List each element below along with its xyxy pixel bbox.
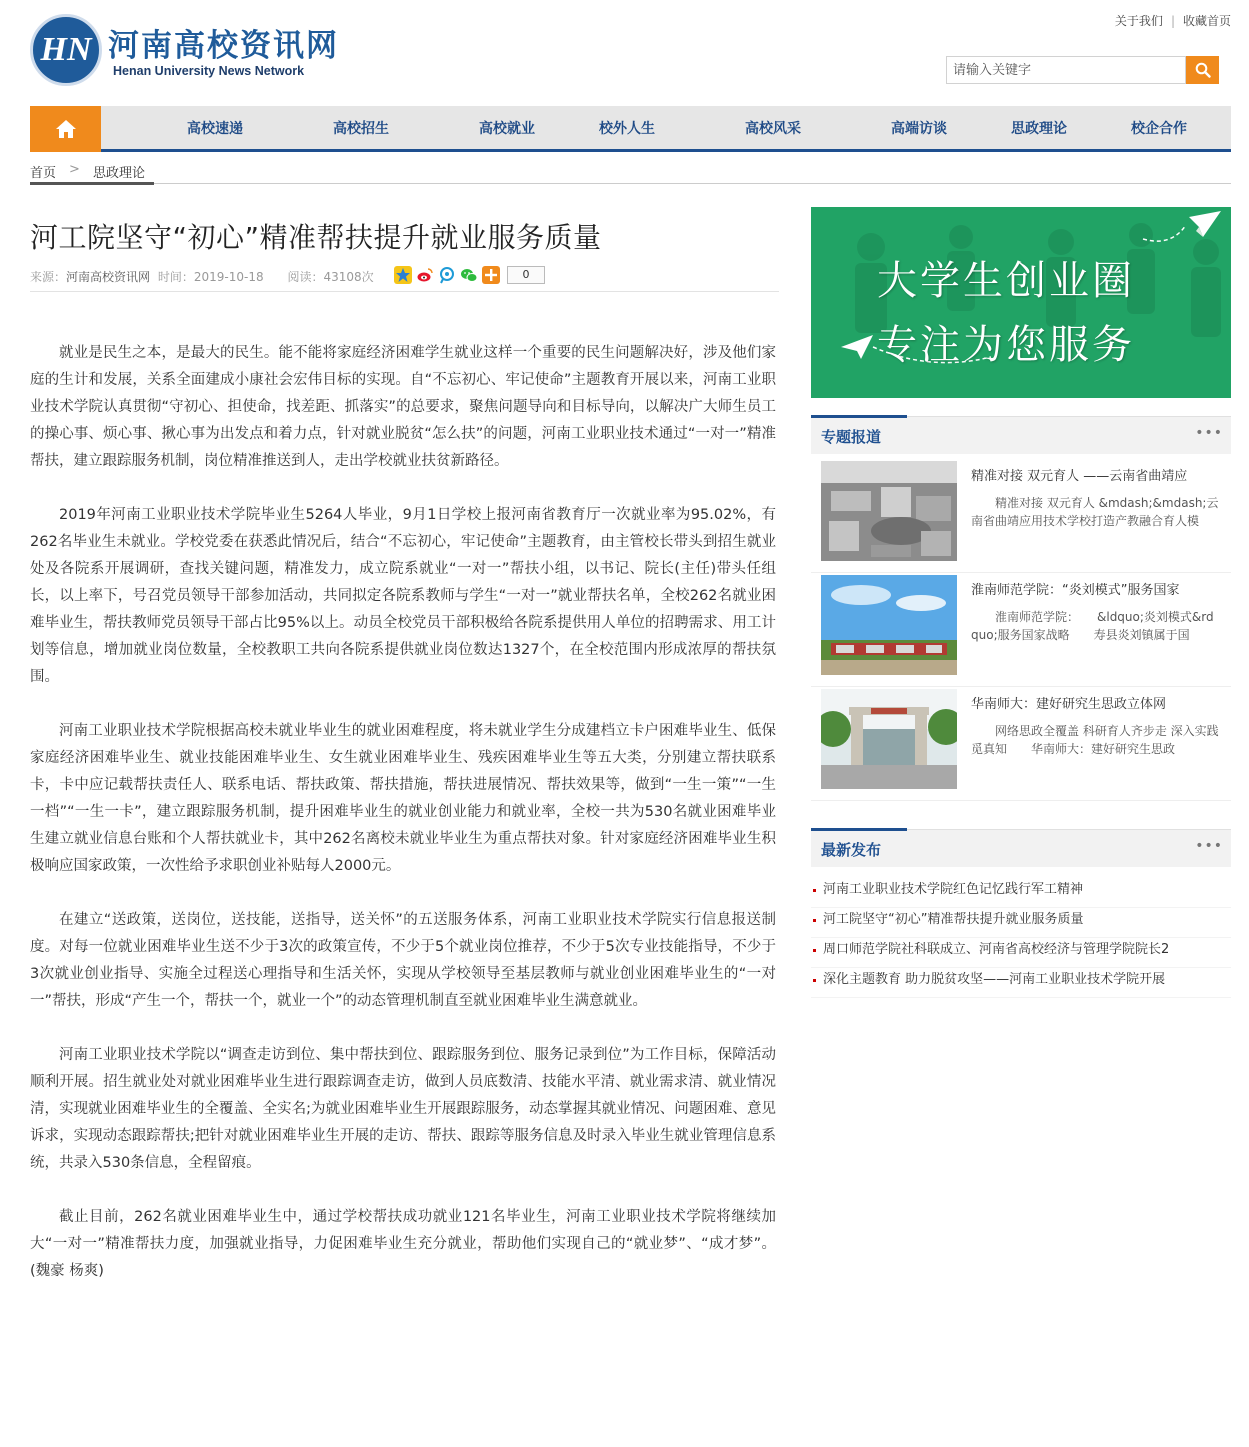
latest-item[interactable]: 河南工业职业技术学院红色记忆践行军工精神 (811, 878, 1231, 908)
article-time: 2019-10-18 (193, 270, 264, 284)
latest-header (811, 829, 1231, 867)
site-name-cn: 河南高校资讯网 (108, 28, 339, 64)
article-reads: 43108次 (323, 270, 374, 284)
main-nav (30, 106, 1231, 152)
nav-item-interview[interactable]: 高端访谈 (891, 121, 947, 137)
breadcrumb-current[interactable]: 思政理论 (93, 166, 146, 181)
about-link[interactable]: 关于我们 (1114, 14, 1163, 28)
latest-more-button[interactable]: ••• (1195, 838, 1223, 854)
entrepreneurship-banner[interactable] (811, 207, 1231, 398)
wechat-icon[interactable] (460, 266, 478, 284)
latest-header-bar (811, 828, 907, 831)
article-source[interactable]: 河南高校资讯网 (66, 270, 151, 284)
breadcrumb (30, 158, 1231, 184)
site-logo[interactable] (30, 14, 339, 90)
site-name-en: Henan University News Network (113, 64, 305, 78)
banner-line1: 大学生创业圈 (877, 258, 1135, 304)
nav-item-employment[interactable]: 高校就业 (479, 121, 535, 137)
nav-item-admission[interactable]: 高校招生 (333, 121, 389, 137)
source-label: 来源： (30, 270, 67, 284)
tencent-weibo-icon[interactable] (438, 266, 456, 284)
qzone-icon[interactable] (394, 266, 412, 284)
latest-heading: 最新发布 (821, 841, 882, 859)
latest-list (811, 878, 1231, 998)
banner-line2: 专注为您服务 (877, 322, 1135, 368)
nav-item-campus[interactable]: 高校风采 (745, 121, 801, 137)
topic-title[interactable]: 华南师大：建好研究生思政立体网 (971, 697, 1167, 712)
top-links-separator: | (1170, 14, 1175, 28)
topics-header-bar (811, 415, 907, 418)
article-body (30, 340, 776, 1312)
topics-header (811, 416, 1231, 454)
article-paragraph: 在建立“送政策，送岗位，送技能，送指导，送关怀”的五送服务体系，河南工业职业技术学院实行信息报送制度。对每一位就业困难毕业生送不少于3次的政策宣传，不少于5个就业岗位推荐，不少于5次专业技能指导，不少于3次就业创业指导、实施全过程送心理指导和生活关怀，实现从学校领导至基层教师与就业创业困难毕业生的“一对一”帮扶，形成“产生一个，帮扶一个，就业一个”的动态管理机制直至就业困难毕业生满意就业。 (30, 912, 776, 1009)
topic-thumbnail[interactable] (821, 689, 957, 789)
topic-item[interactable] (811, 461, 1231, 573)
article-meta (30, 268, 374, 285)
topic-item[interactable] (811, 689, 1231, 801)
breadcrumb-separator: > (69, 162, 80, 177)
search-input[interactable] (946, 56, 1186, 84)
search-box (946, 56, 1219, 84)
article-paragraph: 就业是民生之本，是最大的民生。能不能将家庭经济困难学生就业这样一个重要的民生问题解决好，涉及他们家庭的生计和发展，关系全面建成小康社会宏伟目标的实现。自“不忘初心、牢记使命”主题教育开展以来，河南工业职业技术学院认真贯彻“守初心、担使命，找差距、抓落实”的总要求，聚焦问题导向和目标导向，以解决广大师生员工的操心事、烦心事、揪心事为出发点和着力点，针对就业脱贫“怎么扶”的问题，河南工业职业技术通过“一对一”精准帮扶，建立跟踪服务机制，岗位精准推送到人，走出学校就业扶贫新路径。 (30, 345, 776, 469)
topic-title[interactable]: 淮南师范学院：“炎刘模式”服务国家 (971, 583, 1180, 598)
time-label: 时间： (157, 270, 194, 284)
search-button[interactable] (1186, 56, 1219, 84)
nav-item-cooperation[interactable]: 校企合作 (1131, 121, 1187, 137)
meta-divider (30, 291, 779, 292)
more-share-icon[interactable] (482, 266, 500, 284)
breadcrumb-home[interactable]: 首页 (30, 166, 57, 181)
top-links (1115, 12, 1231, 29)
topic-summary: 淮南师范学院： &ldquo;炎刘模式&rdquo;服务国家战略 寿县炎刘镇属于国 (971, 610, 1214, 642)
home-icon (55, 119, 77, 139)
topic-summary: 网络思政全覆盖 科研育人齐步走 深入实践觅真知 华南师大：建好研究生思政 (971, 724, 1219, 756)
article-paragraph: 2019年河南工业职业技术学院毕业生5264人毕业，9月1日学校上报河南省教育厅一次就业率为95.02%，有262名毕业生未就业。学校党委在获悉此情况后，结合“不忘初心，牢记使命”主题教育，由主管校长带头到招生就业处及各院系开展调研，查找关键问题，精准发力，成立院系就业“一对一”帮扶小组，以书记、院长(主任)带头任组长，以上率下，号召党员领导干部参加活动，共同拟定各院系教师与学生“一对一”就业帮扶名单，全校262名就业困难毕业生，帮扶教师党员领导干部占比95%以上。动员全校党员干部积极给各院系提供用人单位的招聘需求、用工计划等信息，增加就业岗位数量，全校教职工共向各院系提供就业岗位数达1327个，在全校范围内形成浓厚的帮扶氛围。 (30, 507, 776, 685)
nav-home-button[interactable] (30, 106, 101, 152)
breadcrumb-underline (30, 182, 154, 185)
logo-mark: HN (30, 14, 102, 86)
nav-item-express[interactable]: 高校速递 (187, 121, 243, 137)
share-bar (394, 266, 545, 284)
topic-thumbnail[interactable] (821, 575, 957, 675)
search-icon (1195, 62, 1211, 78)
topic-summary: 精准对接 双元育人 &mdash;&mdash;云南省曲靖应用技术学校打造产教融合育人模 (971, 496, 1219, 528)
topics-more-button[interactable]: ••• (1195, 425, 1223, 441)
article-title: 河工院坚守“初心”精准帮扶提升就业服务质量 (30, 221, 602, 254)
nav-item-life[interactable]: 校外人生 (599, 121, 655, 137)
latest-item[interactable]: 河工院坚守“初心”精准帮扶提升就业服务质量 (811, 908, 1231, 938)
favorite-link[interactable]: 收藏首页 (1182, 14, 1231, 28)
topic-item[interactable] (811, 575, 1231, 687)
share-count: 0 (507, 266, 545, 284)
article-paragraph: 河南工业职业技术学院根据高校未就业毕业生的就业困难程度，将未就业学生分成建档立卡户困难毕业生、低保家庭经济困难毕业生、就业技能困难毕业生、女生就业困难毕业生、残疾困难毕业生等五大类，分别建立帮扶联系卡，卡中应记载帮扶责任人、联系电话、帮扶政策、帮扶措施，帮扶进展情况、帮扶效果等，做到“一生一策”“一生一档”“一生一卡”，建立跟踪服务机制，提升困难毕业生的就业创业能力和就业率，全校一共为530名就业困难毕业生建立就业信息台账和个人帮扶就业卡，其中262名离校未就业毕业生为重点帮扶对象。针对家庭经济困难毕业生积极响应国家政策，一次性给予求职创业补贴每人2000元。 (30, 723, 776, 874)
latest-item[interactable]: 深化主题教育 助力脱贫攻坚——河南工业职业技术学院开展 (811, 968, 1231, 998)
topic-thumbnail[interactable] (821, 461, 957, 561)
topics-heading: 专题报道 (821, 428, 882, 446)
latest-item[interactable]: 周口师范学院社科联成立、河南省高校经济与管理学院院长2 (811, 938, 1231, 968)
nav-item-ideology[interactable]: 思政理论 (1011, 121, 1067, 137)
article-paragraph: 河南工业职业技术学院以“调查走访到位、集中帮扶到位、跟踪服务到位、服务记录到位”为工作目标，保障活动顺利开展。招生就业处对就业困难毕业生进行跟踪调查走访，做到人员底数清、技能水平清、就业需求清、就业情况清，实现就业困难毕业生的全覆盖、全实名;为就业困难毕业生开展跟踪服务，动态掌握其就业情况、问题困难、意见诉求，实现动态跟踪帮扶;把针对就业困难毕业生开展的走访、帮扶、跟踪等服务信息及时录入毕业生就业管理信息系统，共录入530条信息，全程留痕。 (30, 1047, 776, 1171)
article-paragraph: 截止目前，262名就业困难毕业生中，通过学校帮扶成功就业121名毕业生，河南工业职业技术学院将继续加大“一对一”精准帮扶力度，加强就业指导，力促困难毕业生充分就业，帮助他们实现自己的“就业梦”、“成才梦”。(魏豪 杨爽) (30, 1209, 776, 1279)
reads-label: 阅读： (287, 270, 324, 284)
topic-title[interactable]: 精准对接 双元育人 ——云南省曲靖应 (971, 469, 1188, 484)
weibo-icon[interactable] (416, 266, 434, 284)
